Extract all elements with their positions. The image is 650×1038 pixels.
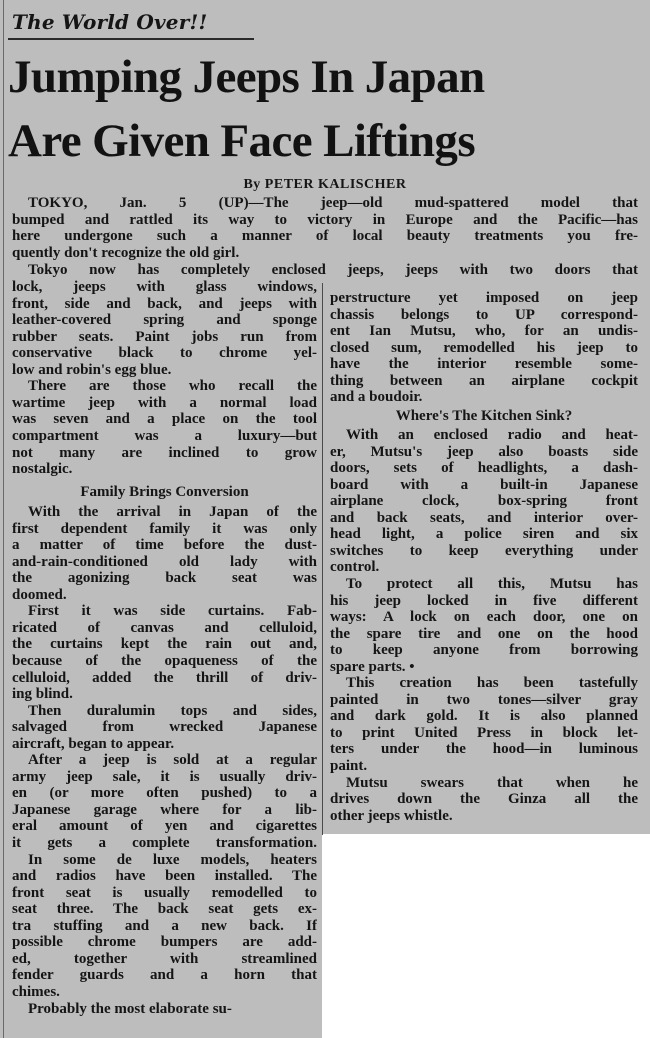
left-text-line: first dependent family it was only [12,520,317,537]
right-text-line: chassis belongs to UP correspond- [330,306,638,323]
right-text-line: thing between an airplane cockpit [330,372,638,389]
right-text-line: er, Mutsu's jeep also boasts side [330,443,638,460]
lead-text-line: here undergone such a manner of local beauty treatments you fre- [12,228,638,244]
left-text-line: In some de luxe models, heaters [28,851,317,868]
left-text-line: possible chrome bumpers are add- [12,934,317,951]
left-text-line: doomed. [12,586,67,603]
left-text-line: nostalgic. [12,461,73,478]
right-text-line: doors, sets of headlights, a dash- [330,460,638,477]
left-text-line: compartment was a luxury—but [12,427,317,444]
right-text-line: closed sum, remodelled his jeep to [330,339,638,356]
byline: By PETER KALISCHER [243,177,407,192]
column-divider [322,283,323,835]
right-text-line: to print United Press in block let- [330,724,638,741]
left-text-line: front seat is usually remodelled to [12,884,317,901]
left-text-line: lock, jeeps with glass windows, [12,279,317,295]
right-text-line: board with a built-in Japanese [330,476,638,493]
right-text-line: spare parts. • [330,658,415,675]
right-text-line: head light, a police siren and six [330,526,638,543]
left-text-line: eral amount of yen and cigarettes [12,818,317,835]
left-text-line: conservative black to chrome yel- [12,345,317,362]
left-text-line: chimes. [12,983,60,1000]
left-text-line: ing blind. [12,686,73,703]
lead-text-line: Tokyo now has completely enclosed jeeps, jeeps with two doors that [28,262,638,278]
left-text-line: ed, together with streamlined [12,950,317,967]
headline-line-2: Are Given Face Liftings [8,115,476,167]
left-text-line: not many are inclined to grow [12,444,317,461]
left-text-line: aircraft, began to appear. [12,735,175,752]
left-text-line: ricated of canvas and celluloid, [12,619,317,636]
left-text-line: leather-covered spring and sponge [12,312,317,329]
left-text-line: and-rain-conditioned old lady with [12,553,317,570]
left-text-line: because of the opaqueness of the [12,652,317,669]
right-text-line: his jeep locked in five different [330,592,638,609]
right-text-line: and a boudoir. [330,389,423,406]
clipping-edge [3,0,4,1038]
left-text-line: Japanese garage where for a lib- [12,801,317,818]
right-text-line: switches to keep everything under [330,542,638,559]
lead-text-line: quently don't recognize the old girl. [12,245,240,261]
left-text-line: it gets a complete transformation. [12,835,317,851]
left-text-line: celluloid, added the thrill of driv- [12,669,317,686]
left-text-line: seat three. The back seat gets ex- [12,901,317,918]
left-text-line: a matter of time before the dust- [12,537,317,554]
left-text-line: was seven and a place on the tool [12,411,317,428]
right-text-line: paint. [330,758,368,774]
left-text-line: front, side and back, and jeeps with [12,295,317,312]
right-text-line: perstructure yet imposed on jeep [330,290,638,306]
left-text-line: salvaged from wrecked Japanese [12,719,317,736]
left-text-line: en (or more often pushed) to a [12,785,317,802]
right-text-line: control. [330,559,380,576]
left-text-line: First it was side curtains. Fab- [28,603,317,620]
headline-line-1: Jumping Jeeps In Japan [8,51,485,103]
section-kicker: The World Over!! [12,10,208,34]
left-text-line: and radios have been installed. The [12,868,317,885]
left-text-line: wartime jeep with a normal load [12,394,317,411]
subhead-family-brings-conversion: Family Brings Conversion [80,484,249,500]
right-text-line: and back seats, and interior over- [330,509,638,526]
right-text-line: To protect all this, Mutsu has [346,575,638,592]
left-text-line: fender guards and a horn that [12,967,317,984]
left-text-line: low and robin's egg blue. [12,361,172,378]
lead-text-line: TOKYO, Jan. 5 (UP)—The jeep—old mud-spattered model that [28,195,638,211]
left-text-line: Then duralumin tops and sides, [28,702,317,719]
left-text-line: rubber seats. Paint jobs run from [12,328,317,345]
left-text-line: the curtains kept the rain out and, [12,636,317,653]
right-text-line: ters under the hood—in luminous [330,741,638,758]
right-text-line: painted in two tones—silver gray [330,691,638,708]
right-text-line: other jeeps whistle. [330,807,453,824]
left-text-line: With the arrival in Japan of the [28,504,317,520]
right-text-line: have the interior resemble some- [330,356,638,373]
lead-text-line: bumped and rattled its way to victory in Europe and the Pacific—has [12,212,638,228]
right-text-line: ways: A lock on each door, one on [330,609,638,626]
right-text-line: ent Ian Mutsu, who, for an undis- [330,323,638,340]
subhead-kitchen-sink: Where's The Kitchen Sink? [395,408,573,424]
right-text-line: Mutsu swears that when he [346,774,638,791]
kicker-underline [8,38,254,40]
right-text-line: With an enclosed radio and heat- [346,427,638,443]
left-text-line: Probably the most elaborate su- [28,1000,232,1017]
right-text-line: the spare tire and one on the hood [330,625,638,642]
right-text-line: This creation has been tastefully [346,675,638,692]
left-text-line: After a jeep is sold at a regular [28,752,317,769]
left-text-line: There are those who recall the [28,378,317,395]
right-text-line: to keep anyone from borrowing [330,642,638,659]
left-text-line: the agonizing back seat was [12,570,317,587]
right-text-line: drives down the Ginza all the [330,791,638,808]
right-text-line: airplane clock, box-spring front [330,493,638,510]
left-text-line: army jeep sale, it is usually driv- [12,768,317,785]
left-text-line: tra stuffing and a new back. If [12,917,317,934]
right-text-line: and dark gold. It is also planned [330,708,638,725]
